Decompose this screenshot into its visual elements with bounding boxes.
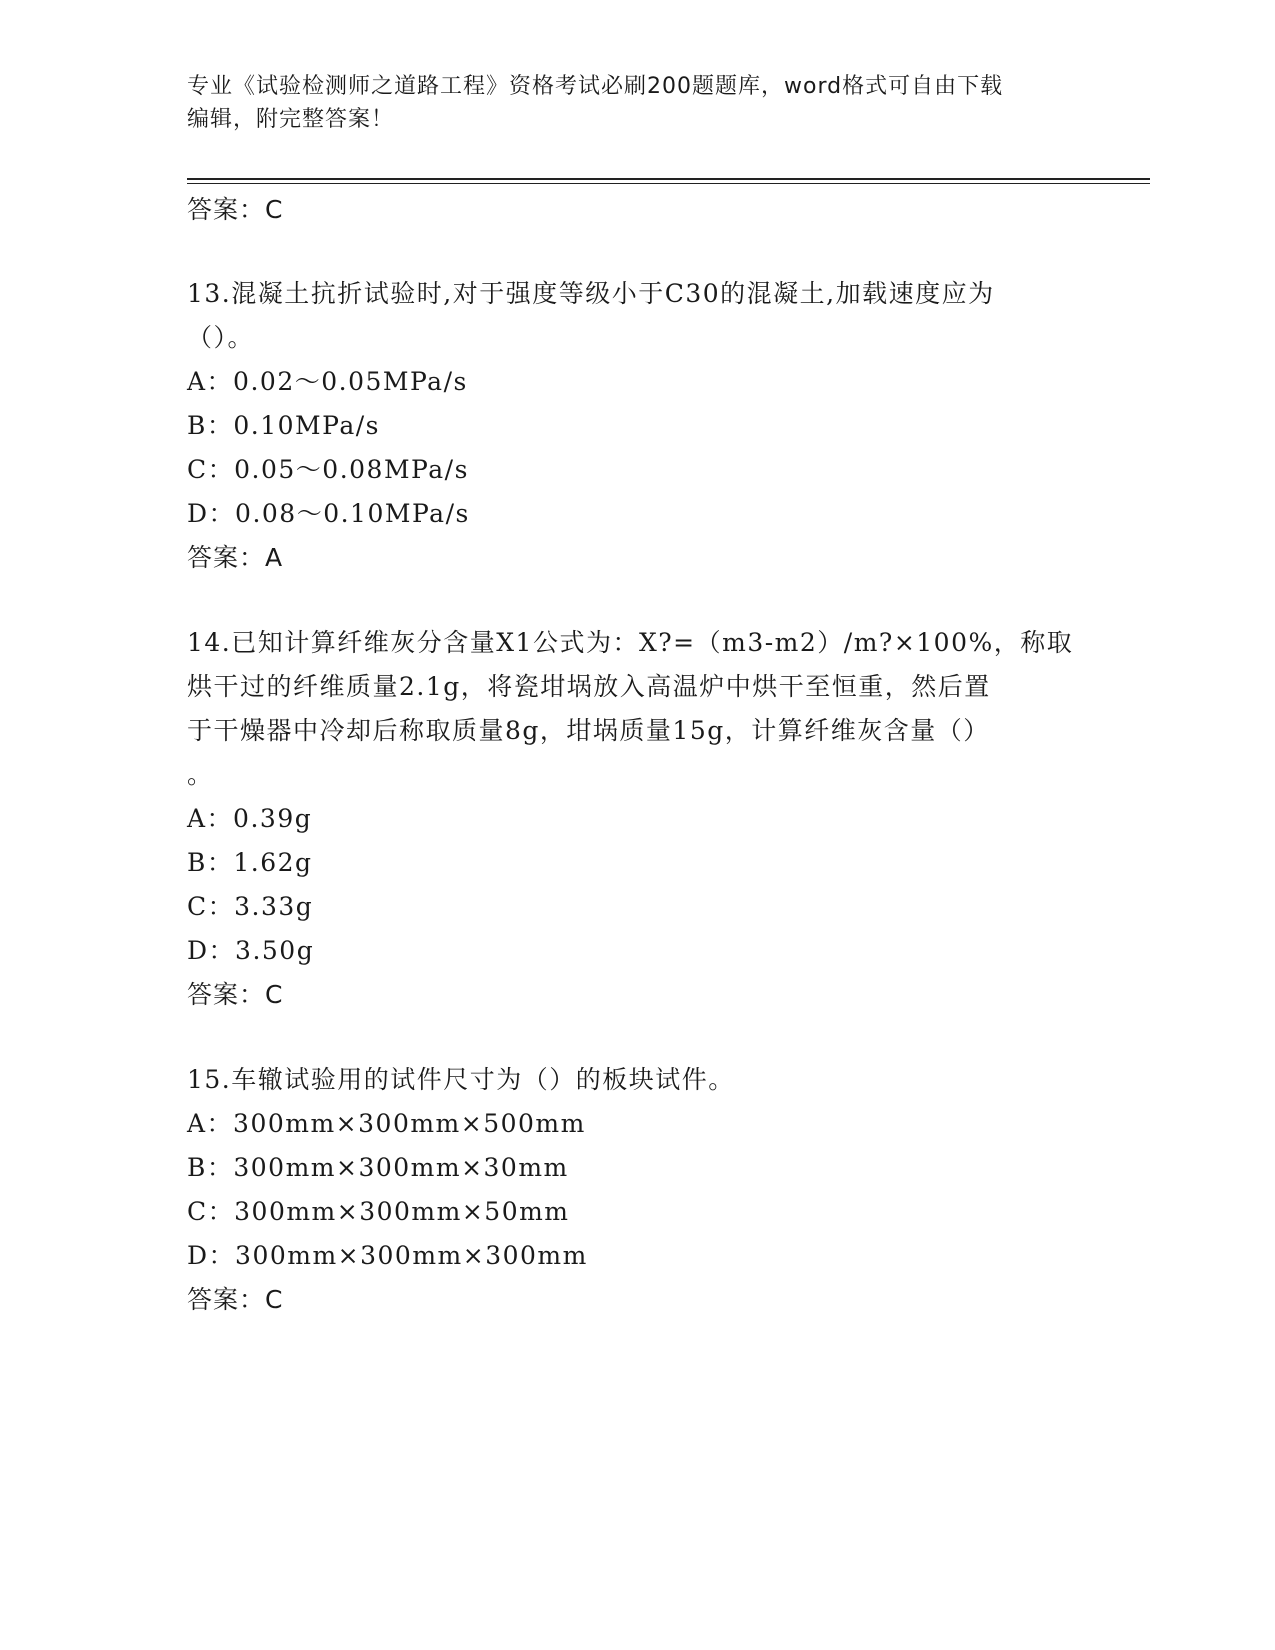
q14-text-line-4: 。 <box>187 760 214 789</box>
q14-option-c: C：3.33g <box>187 892 314 921</box>
header-divider <box>187 178 1150 184</box>
q14-text-line-3: 于干燥器中冷却后称取质量8g，坩埚质量15g，计算纤维灰含量（） <box>187 716 990 745</box>
q13-option-c: C：0.05～0.08MPa/s <box>187 455 469 484</box>
q14-text-line-2: 烘干过的纤维质量2.1g，将瓷坩埚放入高温炉中烘干至恒重，然后置 <box>187 672 991 701</box>
q14-option-d: D：3.50g <box>187 936 315 965</box>
q13-option-a: A：0.02～0.05MPa/s <box>187 367 468 396</box>
q13-option-d: D：0.08～0.10MPa/s <box>187 499 470 528</box>
q15-option-d: D：300mm×300mm×300mm <box>187 1241 588 1270</box>
q13-text-line-1: 13.混凝土抗折试验时,对于强度等级小于C30的混凝土,加载速度应为 <box>187 279 995 308</box>
q15-text-line-1: 15.车辙试验用的试件尺寸为（）的板块试件。 <box>187 1065 735 1094</box>
q14-answer: 答案：C <box>187 980 284 1009</box>
q15-option-a: A：300mm×300mm×500mm <box>187 1109 586 1138</box>
header-line-1: 专业《试验检测师之道路工程》资格考试必刷200题题库，word格式可自由下载 <box>187 74 1004 99</box>
q13-option-b: B：0.10MPa/s <box>187 411 380 440</box>
document-header <box>187 70 1067 136</box>
q15-answer: 答案：C <box>187 1285 284 1314</box>
header-line-2: 编辑，附完整答案！ <box>187 107 395 132</box>
q13-answer: 答案：A <box>187 543 284 572</box>
q14-text-line-1: 14.已知计算纤维灰分含量X1公式为：X?=（m3-m2）/m?×100%，称取 <box>187 628 1074 657</box>
q14-option-a: A：0.39g <box>187 804 313 833</box>
q14-option-b: B：1.62g <box>187 848 313 877</box>
previous-answer: 答案：C <box>187 195 284 224</box>
q15-option-b: B：300mm×300mm×30mm <box>187 1153 569 1182</box>
q15-option-c: C：300mm×300mm×50mm <box>187 1197 570 1226</box>
q13-text-line-2: （）。 <box>187 323 255 352</box>
